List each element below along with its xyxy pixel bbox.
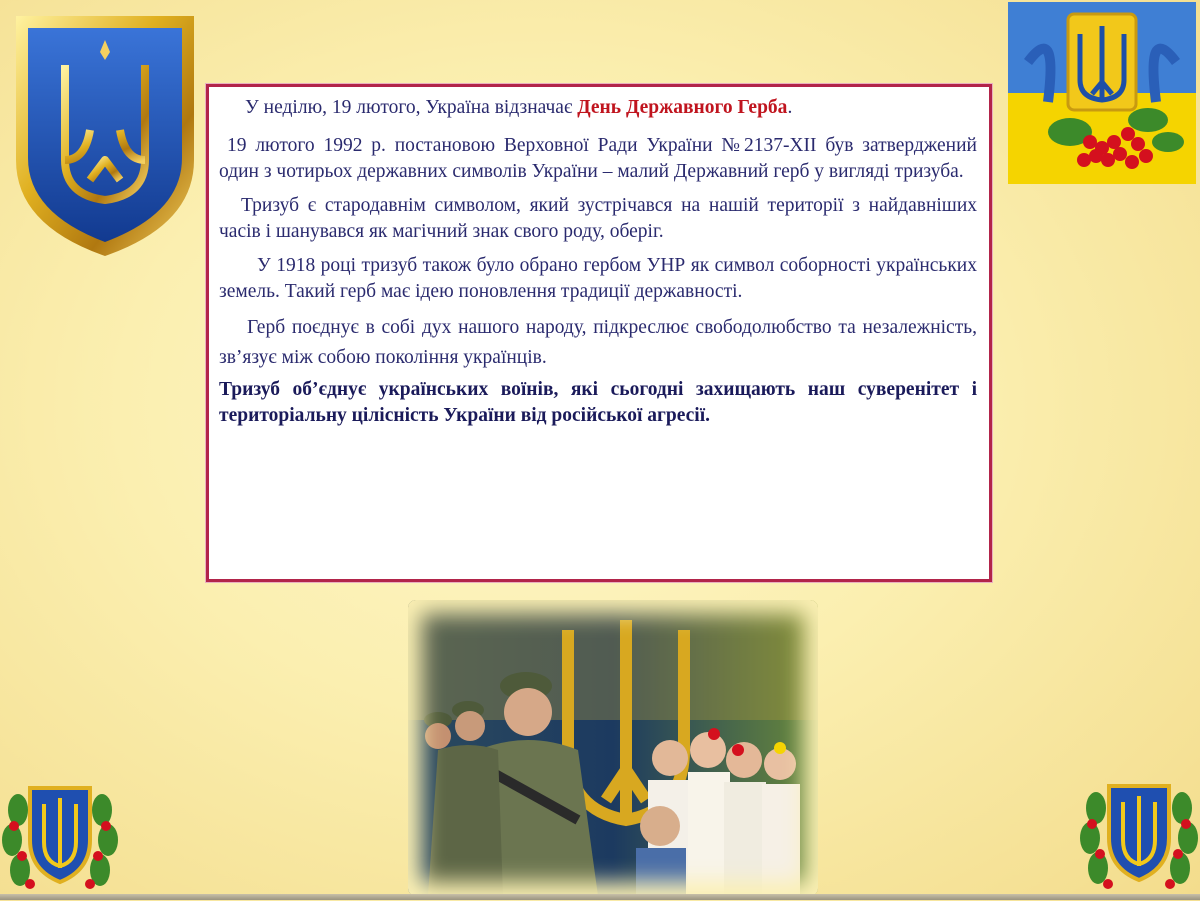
intro-text: У неділю, 19 лютого, Україна відзначає bbox=[245, 97, 578, 118]
intro-highlight: День Державного Герба bbox=[577, 97, 788, 118]
paragraph-5: Тризуб об’єднує українських воїнів, які сьогодні захищають наш суверенітет і територіальну цілісність України від російської агресії. bbox=[219, 379, 977, 426]
trident-wreath-icon bbox=[1078, 766, 1200, 896]
paragraph-2: Тризуб є стародавнім символом, який зустрічався на нашій території з найдавніших часів і шанувався як магічний знак свого роду, оберіг. bbox=[219, 195, 977, 242]
intro-line bbox=[219, 95, 977, 121]
bottom-strip bbox=[0, 894, 1200, 900]
paragraph-3: У 1918 році тризуб також було обрано гербом УНР як символ соборності українських земель. Такий герб має ідею поновлення традиції державності. bbox=[219, 255, 977, 302]
trident-wreath-icon bbox=[0, 770, 120, 896]
intro-end: . bbox=[787, 97, 793, 118]
trident-shield-icon bbox=[10, 10, 200, 260]
soldiers-children-photo bbox=[408, 600, 818, 896]
paragraph-4: Герб поєднує в собі дух нашого народу, підкреслює свободолюбство та незалежність, зв’язує між собою покоління українців. bbox=[219, 317, 977, 368]
text-box bbox=[206, 84, 992, 582]
trident-flag-viburnum-icon bbox=[1008, 2, 1196, 184]
paragraph-1: 19 лютого 1992 р. постановою Верховної Ради України №2137-XII був затверджений один з чотирьох державних символів України – малий Державний герб у вигляді тризуба. bbox=[219, 135, 977, 182]
